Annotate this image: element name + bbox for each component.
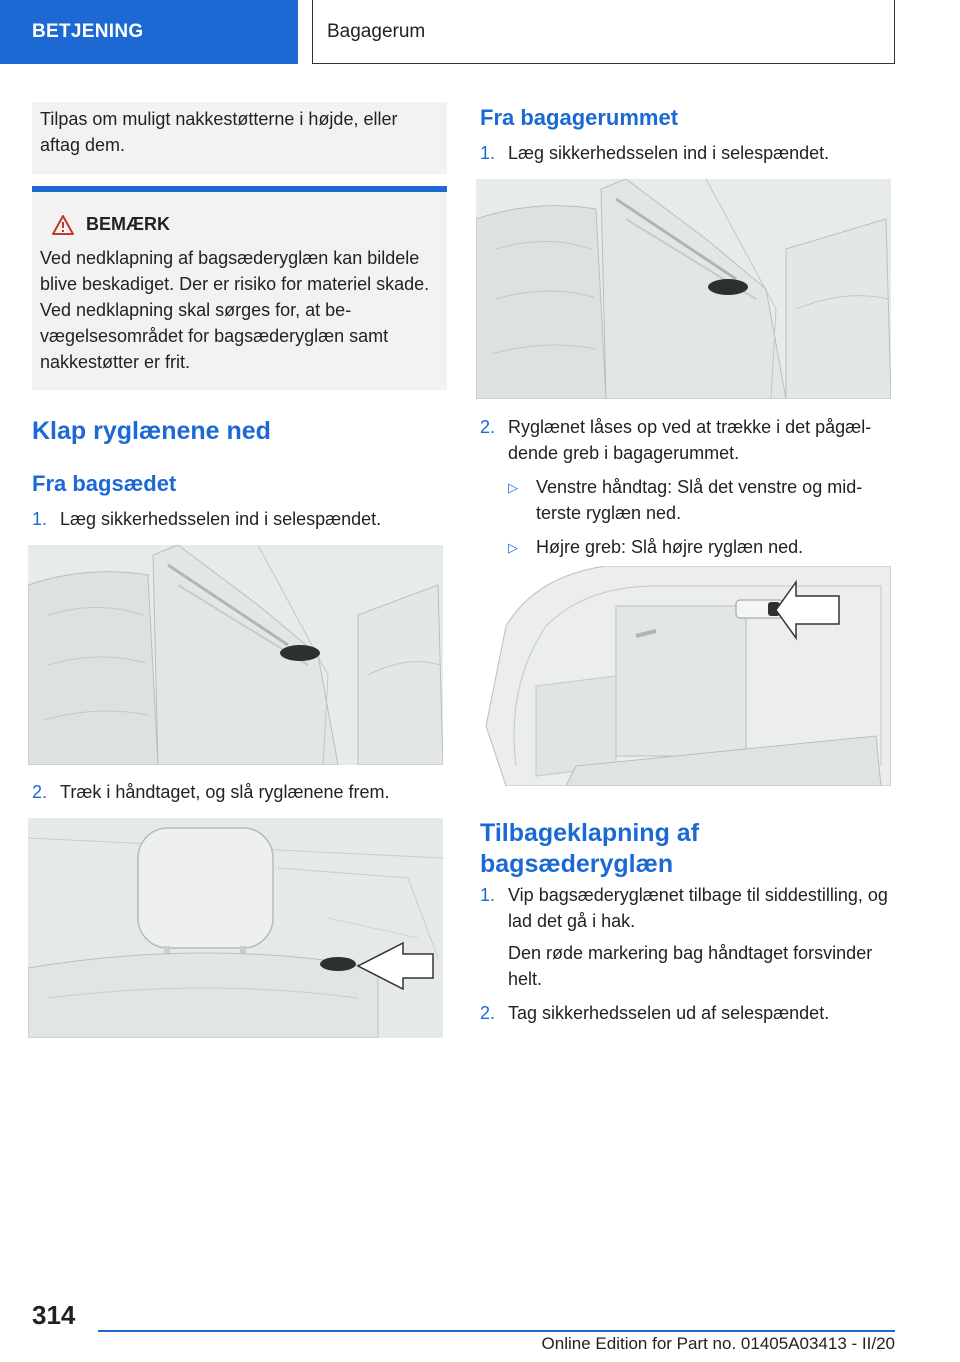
step-text: Tag sikkerhedsselen ud af selespændet. xyxy=(508,1003,830,1023)
tip-box xyxy=(32,102,447,174)
subheading-from-trunk: Fra bagagerummet xyxy=(480,105,679,130)
warning-icon xyxy=(52,215,74,235)
triangle-bullet-icon: ▷ xyxy=(508,480,518,495)
step-number: 1. xyxy=(32,509,48,529)
step-number: 2. xyxy=(32,782,48,802)
bullet-item xyxy=(508,474,895,526)
bullet-text: Højre greb: Slå højre ryglæn ned. xyxy=(536,537,804,557)
step-text: Ryglænet låses op ved at trække i det pågældende greb i bagagerummet. xyxy=(508,417,872,463)
note-box xyxy=(32,186,447,390)
step-number: 1. xyxy=(480,143,496,163)
trunk-release-handle-figure xyxy=(476,566,891,786)
step-item xyxy=(32,779,447,805)
page-number: 314 xyxy=(32,1300,76,1330)
step-text: Læg sikkerhedsselen ind i selespændet. xyxy=(508,143,830,163)
section-heading-restore: Tilbageklapning af bagsæderyglæn xyxy=(480,819,700,878)
step-item xyxy=(480,414,895,466)
step-text: Læg sikkerhedsselen ind i selespændet. xyxy=(60,509,382,529)
seat-release-strap-figure xyxy=(28,545,443,765)
footer-divider xyxy=(98,1330,895,1332)
step-item xyxy=(480,882,895,992)
seat-belt-figure xyxy=(476,179,891,399)
bullet-text: Venstre håndtag: Slå det venstre og midterste ryglæn ned. xyxy=(536,477,863,523)
step-item xyxy=(32,506,447,532)
edition-note: Online Edition for Part no. 01405A03413 - II/20 xyxy=(541,1334,895,1353)
backrest-handle-figure xyxy=(28,818,443,1038)
section-tab: BETJENING xyxy=(0,0,298,64)
triangle-bullet-icon: ▷ xyxy=(508,540,518,555)
step-extra-text: Den røde markering bag håndtaget forsvinder helt. xyxy=(508,943,873,989)
step-number: 2. xyxy=(480,417,496,437)
step-number: 1. xyxy=(480,885,496,905)
bullet-item xyxy=(508,534,895,561)
page-title: Bagagerum xyxy=(312,0,895,64)
tip-text: Tilpas om muligt nakkestøtterne i højde, eller aftag dem. xyxy=(40,109,398,155)
step-number: 2. xyxy=(480,1003,496,1023)
step-item xyxy=(480,140,895,166)
note-header xyxy=(52,214,439,235)
note-text: Ved nedklapning af bagsæderyglæn kan bildele blive beskadiget. Der er risiko for materiel skade. Ved nedklapning skal sørges for, at bevægelsesområdet for bagsæderyglæn samt nakkestøtter er frit. xyxy=(40,248,430,372)
subheading-from-rear-seat: Fra bagsædet xyxy=(32,471,177,496)
step-text: Vip bagsæderyglænet tilbage til siddestilling, og lad det gå i hak. xyxy=(508,885,888,931)
section-heading: Klap ryglænene ned xyxy=(32,417,271,445)
step-text: Træk i håndtaget, og slå ryglænene frem. xyxy=(60,782,390,802)
note-label: BEMÆRK xyxy=(86,214,170,234)
step-item xyxy=(480,1000,895,1026)
